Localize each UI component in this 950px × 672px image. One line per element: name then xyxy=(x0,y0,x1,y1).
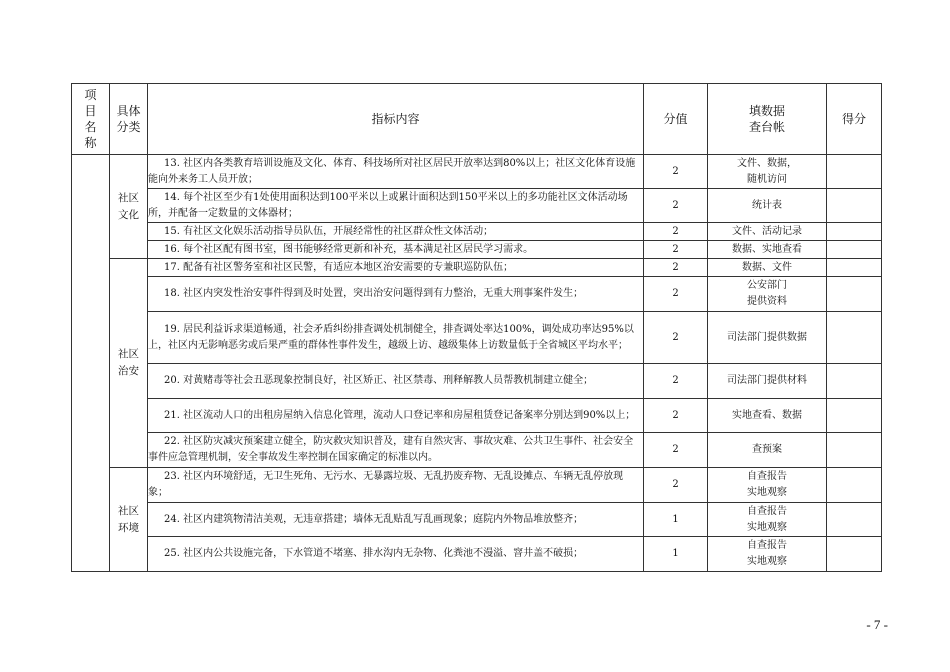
result-cell[interactable] xyxy=(827,399,882,433)
table-row xyxy=(72,155,882,189)
result-cell[interactable] xyxy=(827,223,882,241)
result-cell[interactable] xyxy=(827,155,882,189)
table-row xyxy=(72,468,882,503)
indicator-content-cell: 13. 社区内各类教育培训设施及文化、体育、科技场所对社区居民开放率达到80%以上；社区文化体育设施能向外来务工人员开放； xyxy=(148,155,644,189)
result-cell[interactable] xyxy=(827,241,882,259)
header-score: 分值 xyxy=(644,84,708,155)
table-row xyxy=(72,189,882,223)
indicator-content-cell: 19. 居民利益诉求渠道畅通，社会矛盾纠纷排查调处机制健全，排查调处率达100%，调处成功率达95%以上，社区内无影响恶劣或后果严重的群体性事件发生，越级上访、越级集体上访数量低于全省城区平均水平； xyxy=(148,312,644,364)
score-cell: 1 xyxy=(644,503,708,537)
table-row xyxy=(72,259,882,277)
result-cell[interactable] xyxy=(827,537,882,572)
header-project-name: 项 目 名 称 xyxy=(72,84,110,155)
category-cell: 社区 文化 xyxy=(110,155,148,259)
table-row xyxy=(72,277,882,312)
score-cell: 2 xyxy=(644,364,708,399)
ledger-cell: 司法部门提供数据 xyxy=(708,312,827,364)
ledger-cell: 数据、实地查看 xyxy=(708,241,827,259)
header-ledger: 填数据 查台帐 xyxy=(708,84,827,155)
indicator-content-cell: 17. 配备有社区警务室和社区民警，有适应本地区治安需要的专兼职巡防队伍； xyxy=(148,259,644,277)
project-name-cell xyxy=(72,155,110,572)
table-row xyxy=(72,241,882,259)
result-cell[interactable] xyxy=(827,503,882,537)
score-cell: 2 xyxy=(644,259,708,277)
score-cell: 2 xyxy=(644,223,708,241)
ledger-cell: 文件、活动记录 xyxy=(708,223,827,241)
score-cell: 2 xyxy=(644,277,708,312)
score-cell: 2 xyxy=(644,433,708,468)
ledger-cell: 自查报告 实地观察 xyxy=(708,537,827,572)
ledger-cell: 实地查看、数据 xyxy=(708,399,827,433)
indicator-content-cell: 16. 每个社区配有图书室，图书能够经常更新和补充，基本满足社区居民学习需求。 xyxy=(148,241,644,259)
indicator-content-cell: 21. 社区流动人口的出租房屋纳入信息化管理，流动人口登记率和房屋租赁登记备案率分别达到90%以上； xyxy=(148,399,644,433)
result-cell[interactable] xyxy=(827,364,882,399)
score-cell: 1 xyxy=(644,537,708,572)
ledger-cell: 自查报告 实地观察 xyxy=(708,468,827,503)
table-row xyxy=(72,433,882,468)
header-indicator-content: 指标内容 xyxy=(148,84,644,155)
ledger-cell: 司法部门提供材料 xyxy=(708,364,827,399)
table-row xyxy=(72,223,882,241)
score-cell: 2 xyxy=(644,241,708,259)
ledger-cell: 自查报告 实地观察 xyxy=(708,503,827,537)
indicator-content-cell: 23. 社区内环境舒适，无卫生死角、无污水、无暴露垃圾、无乱扔废弃物、无乱设摊点、车辆无乱停放现象； xyxy=(148,468,644,503)
table-row xyxy=(72,399,882,433)
indicator-content-cell: 20. 对黄赌毒等社会丑恶现象控制良好，社区矫正、社区禁毒、刑释解教人员帮教机制建立健全； xyxy=(148,364,644,399)
table-row xyxy=(72,537,882,572)
page-number: - 7 - xyxy=(866,617,888,632)
ledger-cell: 统计表 xyxy=(708,189,827,223)
ledger-cell: 公安部门 提供资料 xyxy=(708,277,827,312)
indicator-content-cell: 22. 社区防灾减灾预案建立健全，防灾救灾知识普及，建有自然灾害、事故灾难、公共卫生事件、社会安全事件应急管理机制，安全事故发生率控制在国家确定的标准以内。 xyxy=(148,433,644,468)
indicator-content-cell: 14. 每个社区至少有1处使用面积达到100平米以上或累计面积达到150平米以上的多功能社区文体活动场所，并配备一定数量的文体器材； xyxy=(148,189,644,223)
header-category: 具体 分类 xyxy=(110,84,148,155)
table-row xyxy=(72,503,882,537)
score-cell: 2 xyxy=(644,399,708,433)
indicator-content-cell: 15. 有社区文化娱乐活动指导员队伍，开展经常性的社区群众性文体活动； xyxy=(148,223,644,241)
ledger-cell: 数据、文件 xyxy=(708,259,827,277)
table-header-row xyxy=(72,84,882,155)
ledger-cell: 查预案 xyxy=(708,433,827,468)
result-cell[interactable] xyxy=(827,259,882,277)
indicator-content-cell: 24. 社区内建筑物清洁美观，无违章搭建；墙体无乱贴乱写乱画现象；庭院内外物品堆放整齐； xyxy=(148,503,644,537)
indicator-content-cell: 25. 社区内公共设施完备，下水管道不堵塞、排水沟内无杂物、化粪池不漫溢、窨井盖不破损； xyxy=(148,537,644,572)
result-cell[interactable] xyxy=(827,189,882,223)
score-cell: 2 xyxy=(644,155,708,189)
category-cell: 社区 治安 xyxy=(110,259,148,468)
table-row xyxy=(72,364,882,399)
result-cell[interactable] xyxy=(827,312,882,364)
result-cell[interactable] xyxy=(827,433,882,468)
header-result: 得分 xyxy=(827,84,882,155)
result-cell[interactable] xyxy=(827,277,882,312)
score-cell: 2 xyxy=(644,189,708,223)
score-cell: 2 xyxy=(644,312,708,364)
result-cell[interactable] xyxy=(827,468,882,503)
score-cell: 2 xyxy=(644,468,708,503)
indicator-content-cell: 18. 社区内突发性治安事件得到及时处置，突出治安问题得到有力整治，无重大刑事案件发生； xyxy=(148,277,644,312)
evaluation-table xyxy=(71,83,882,572)
category-cell: 社区 环境 xyxy=(110,468,148,572)
ledger-cell: 文件、数据， 随机访问 xyxy=(708,155,827,189)
table-row xyxy=(72,312,882,364)
